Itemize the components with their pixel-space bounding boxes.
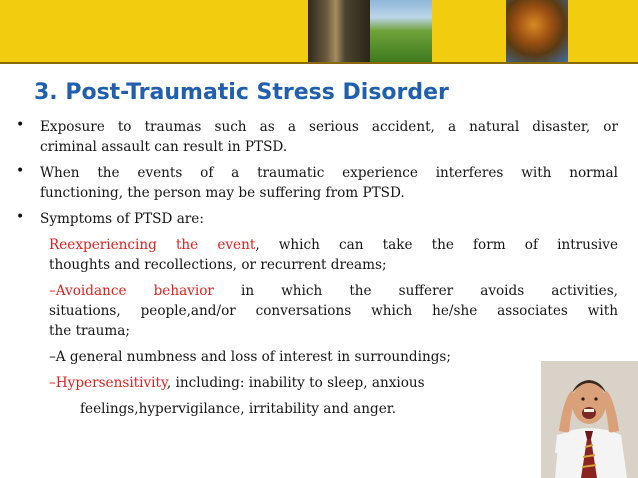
- bullet-marker: •: [16, 117, 25, 133]
- symptom-hypersensitivity-line-2: feelings,hypervigilance, irritability and anger.: [80, 401, 397, 417]
- banner-photo-wood: [308, 0, 370, 62]
- symptom-avoidance: [49, 281, 618, 301]
- symptom-hypersensitivity-term: –Hypersensitivity: [49, 375, 167, 391]
- slide-title: 3. Post-Traumatic Stress Disorder: [34, 80, 449, 105]
- symptom-avoidance-line-3: the trauma;: [49, 323, 130, 339]
- symptom-hypersensitivity-text: , including: inability to sleep, anxious: [166, 375, 425, 391]
- symptom-reexperiencing-line-2: thoughts and recollections, or recurrent dreams;: [49, 257, 387, 273]
- bullet-1-line-1: Exposure to traumas such as a serious accident, a natural disaster, or: [40, 119, 618, 135]
- bullet-marker: •: [16, 209, 25, 225]
- symptom-avoidance-line-2: situations, people,and/or conversations which he/she associates with: [49, 303, 618, 319]
- bullet-1-line-2: criminal assault can result in PTSD.: [40, 139, 288, 155]
- symptom-avoidance-text: in which the sufferer avoids activities,: [213, 283, 618, 299]
- symptom-reexperiencing: [49, 235, 618, 255]
- banner-photo-tree: [506, 0, 568, 62]
- bullet-2-line-1: When the events of a traumatic experience interferes with normal: [40, 165, 618, 181]
- symptom-reexperiencing-term: Reexperiencing the event: [49, 237, 256, 253]
- bullet-2-line-2: functioning, the person may be suffering from PTSD.: [40, 185, 405, 201]
- bullet-3-line-1: Symptoms of PTSD are:: [40, 211, 204, 227]
- symptom-numbness: –A general numbness and loss of interest in surroundings;: [49, 349, 451, 365]
- symptom-reexperiencing-text: , which can take the form of intrusive: [255, 237, 618, 253]
- bullet-marker: •: [16, 163, 25, 179]
- symptom-avoidance-term: –Avoidance behavior: [49, 283, 214, 299]
- banner-photo-field: [370, 0, 432, 62]
- banner-divider: [0, 62, 638, 64]
- stressed-man-photo: [541, 361, 638, 478]
- symptom-hypersensitivity: [49, 373, 425, 393]
